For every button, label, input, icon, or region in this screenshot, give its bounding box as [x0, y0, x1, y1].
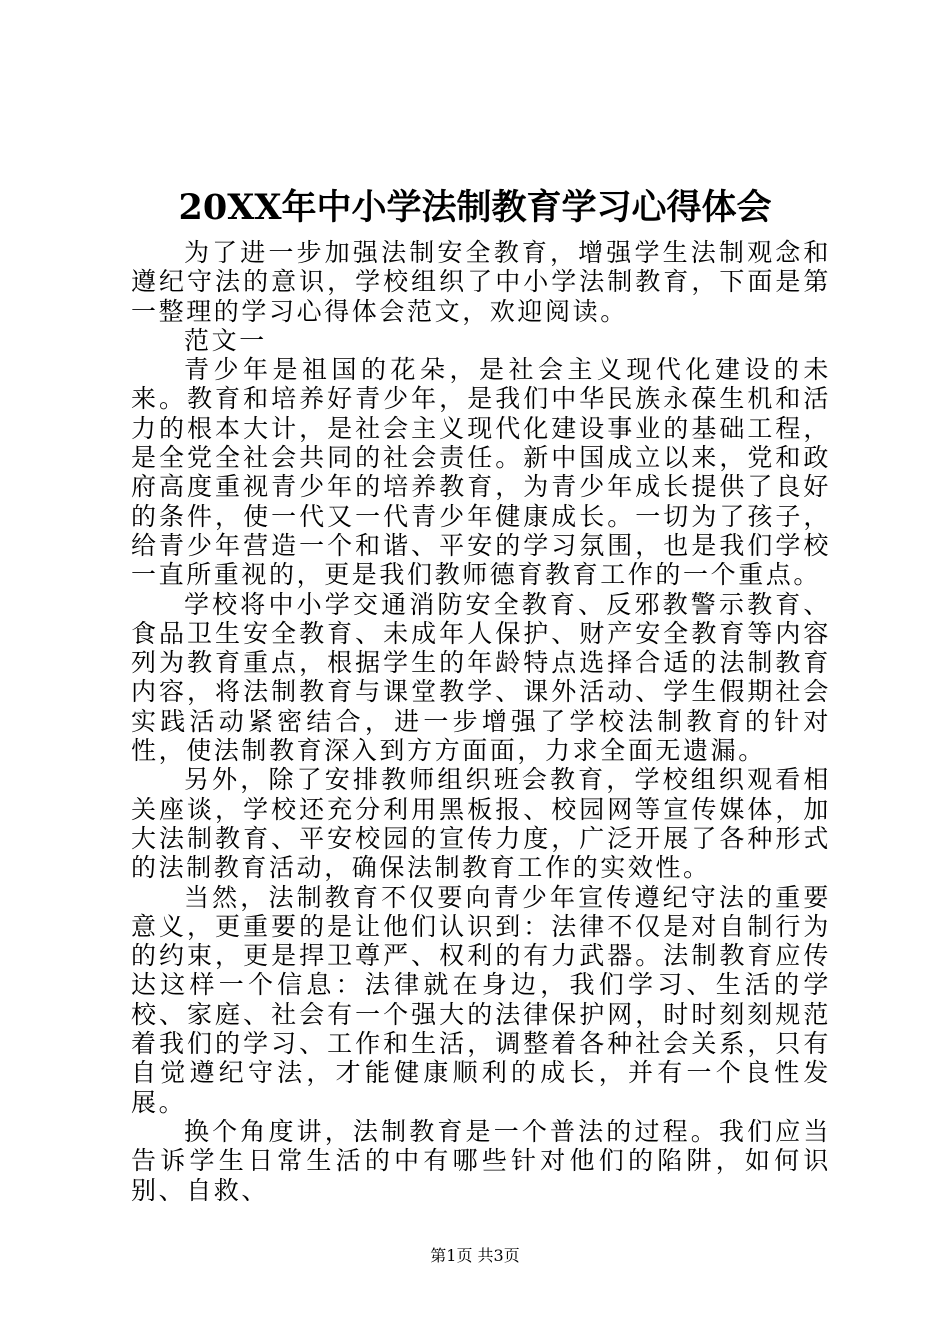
document-title: 20XX年中小学法制教育学习心得体会 [178, 187, 772, 228]
paragraph: 青少年是祖国的花朵，是社会主义现代化建设的未来。教育和培养好青少年，是我们中华民族永葆生机和活力的根本大计，是社会主义现代化建设事业的基础工程，是全党全社会共同的社会责任。新中国成立以来，党和政府高度重视青少年的培养教育，为青少年成长提供了良好的条件，使一代又一代青少年健康成长。一切为了孩子，给青少年营造一个和谐、平安的学习氛围，也是我们学校一直所重视的，更是我们教师德育教育工作的一个重点。 [131, 355, 831, 590]
paragraph: 学校将中小学交通消防安全教育、反邪教警示教育、食品卫生安全教育、未成年人保护、财产安全教育等内容列为教育重点，根据学生的年龄特点选择合适的法制教育内容，将法制教育与课堂教学、课外活动、学生假期社会实践活动紧密结合，进一步增强了学校法制教育的针对性，使法制教育深入到方方面面，力求全面无遗漏。 [131, 589, 831, 766]
paragraph: 换个角度讲，法制教育是一个普法的过程。我们应当告诉学生日常生活的中有哪些针对他们的陷阱，如何识别、自救、 [131, 1116, 831, 1205]
paragraph: 另外，除了安排教师组织班会教育，学校组织观看相关座谈，学校还充分利用黑板报、校园网等宣传媒体，加大法制教育、平安校园的宣传力度，广泛开展了各种形式的法制教育活动，确保法制教育工作的实效性。 [131, 765, 831, 883]
document-body [131, 238, 831, 1205]
paragraph: 当然，法制教育不仅要向青少年宣传遵纪守法的重要意义，更重要的是让他们认识到：法律不仅是对自制行为的约束，更是捍卫尊严、权利的有力武器。法制教育应传达这样一个信息：法律就在身边，我们学习、生活的学校、家庭、社会有一个强大的法律保护网，时时刻刻规范着我们的学习、工作和生活，调整着各种社会关系，只有自觉遵纪守法，才能健康顺利的成长，并有一个良性发展。 [131, 882, 831, 1117]
paragraph-sample-heading: 范文一 [184, 325, 267, 355]
paragraph-intro: 为了进一步加强法制安全教育，增强学生法制观念和遵纪守法的意识，学校组织了中小学法制教育，下面是第一整理的学习心得体会范文，欢迎阅读。 [131, 238, 831, 326]
page-number-footer: 第1页 共3页 [430, 1246, 520, 1265]
